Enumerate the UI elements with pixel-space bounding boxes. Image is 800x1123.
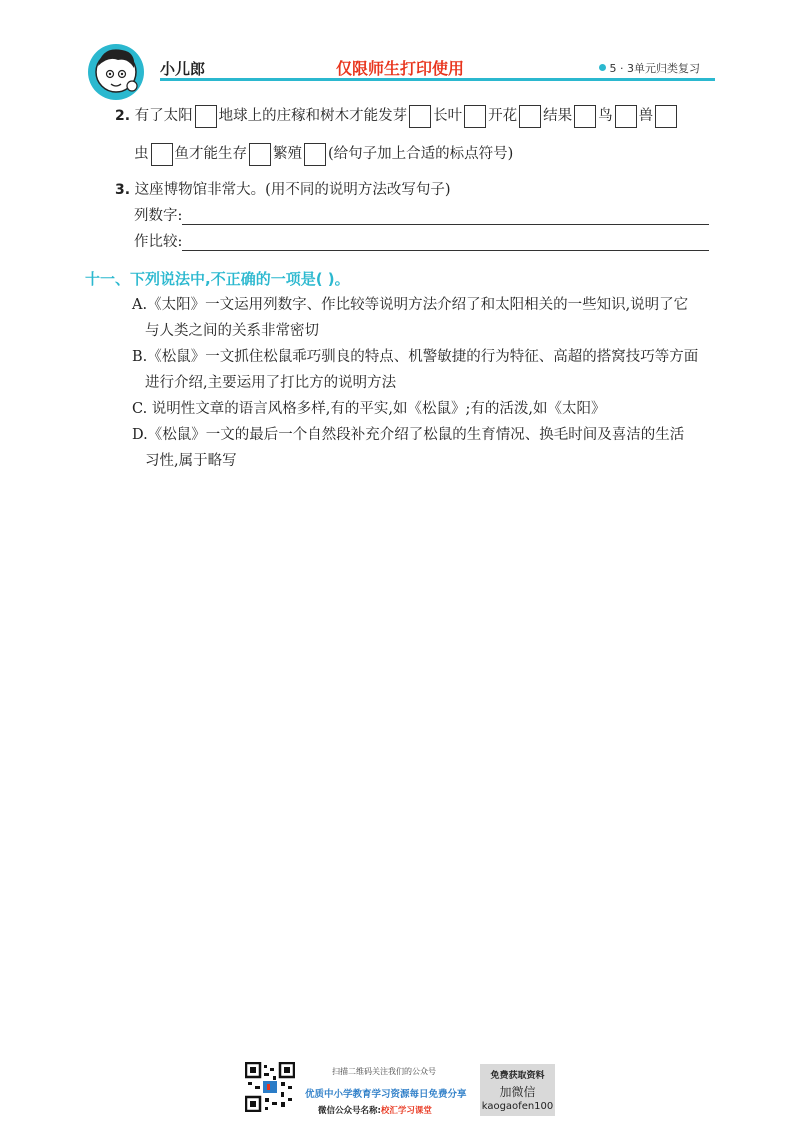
question-number: 3.	[115, 182, 131, 198]
text-segment: 结果	[543, 108, 573, 124]
question-2-line-1	[115, 104, 679, 128]
account-name: 校汇学习课堂	[380, 1106, 432, 1116]
question-3-prompt	[115, 178, 450, 199]
unit-label	[599, 60, 701, 76]
text-segment: 鱼才能生存	[174, 146, 247, 162]
section-11-title: 十一、下列说法中,不正确的一项是( )。	[85, 270, 350, 288]
text-segment: 开花	[488, 108, 518, 124]
option-a[interactable]	[132, 292, 732, 344]
text-segment: 兽	[638, 108, 654, 124]
punctuation-box[interactable]	[249, 143, 271, 166]
share-caption: 优质中小学教育学习资源每日免费分享	[305, 1089, 467, 1100]
answer-label: 列数字:	[134, 208, 183, 224]
punctuation-box[interactable]	[195, 105, 217, 128]
answer-row-2	[134, 230, 709, 251]
text-segment: 长叶	[433, 108, 463, 124]
question-number: 2.	[115, 108, 131, 124]
scan-caption: 扫描二维码关注我们的公众号	[332, 1067, 436, 1076]
add-wechat-text: 加微信	[499, 1085, 536, 1099]
option-c[interactable]	[132, 396, 732, 422]
text-segment: 鸟	[598, 108, 613, 124]
option-line: D.《松鼠》一文的最后一个自然段补充介绍了松鼠的生育情况、换毛时间及喜洁的生活	[132, 427, 685, 443]
option-line: 习性,属于略写	[145, 453, 237, 469]
punctuation-box[interactable]	[409, 105, 431, 128]
options-list	[132, 292, 732, 474]
punctuation-box[interactable]	[304, 143, 326, 166]
unit-text: 5 · 3单元归类复习	[609, 62, 700, 75]
option-line: B.《松鼠》一文抓住松鼠乖巧驯良的特点、机警敏捷的行为特征、高超的搭窝技巧等方面	[132, 349, 699, 365]
punctuation-box[interactable]	[464, 105, 486, 128]
text-segment: (给句子加上合适的标点符号)	[328, 146, 514, 162]
wechat-id: kaogaofen100	[481, 1101, 554, 1112]
text-segment: 繁殖	[273, 146, 302, 162]
option-d[interactable]	[132, 422, 732, 474]
question-text: 这座博物馆非常大。(用不同的说明方法改写句子)	[134, 182, 451, 198]
option-b[interactable]	[132, 344, 732, 396]
punctuation-box[interactable]	[655, 105, 677, 128]
wechat-promo-box	[480, 1064, 555, 1116]
answer-line[interactable]	[182, 210, 709, 225]
text-segment: 地球上的庄稼和树木才能发芽	[218, 108, 408, 124]
account-label: 微信公众号名称:	[318, 1106, 381, 1116]
punctuation-box[interactable]	[519, 105, 541, 128]
option-line: 进行介绍,主要运用了打比方的说明方法	[145, 375, 397, 391]
qr-code-icon	[245, 1062, 295, 1116]
option-line: 与人类之间的关系非常密切	[145, 323, 319, 339]
answer-row-1	[134, 204, 709, 225]
text-segment: 有了太阳	[134, 108, 193, 124]
answer-line[interactable]	[182, 236, 709, 251]
option-line: C. 说明性文章的语言风格多样,有的平实,如《松鼠》;有的活泼,如《太阳》	[132, 401, 606, 417]
page-title: 仅限师生打印使用	[335, 59, 464, 78]
question-2-line-2	[134, 142, 513, 166]
answer-label: 作比较:	[134, 234, 183, 250]
option-line: A.《太阳》一文运用列数字、作比较等说明方法介绍了和太阳相关的一些知识,说明了它	[132, 297, 689, 313]
punctuation-box[interactable]	[151, 143, 173, 166]
brand-name: 小儿郎	[160, 60, 206, 78]
bullet-icon	[599, 64, 606, 71]
text-segment: 虫	[134, 146, 149, 162]
punctuation-box[interactable]	[574, 105, 596, 128]
account-caption	[318, 1104, 432, 1116]
free-text: 免费获取资料	[490, 1071, 545, 1081]
punctuation-box[interactable]	[615, 105, 637, 128]
